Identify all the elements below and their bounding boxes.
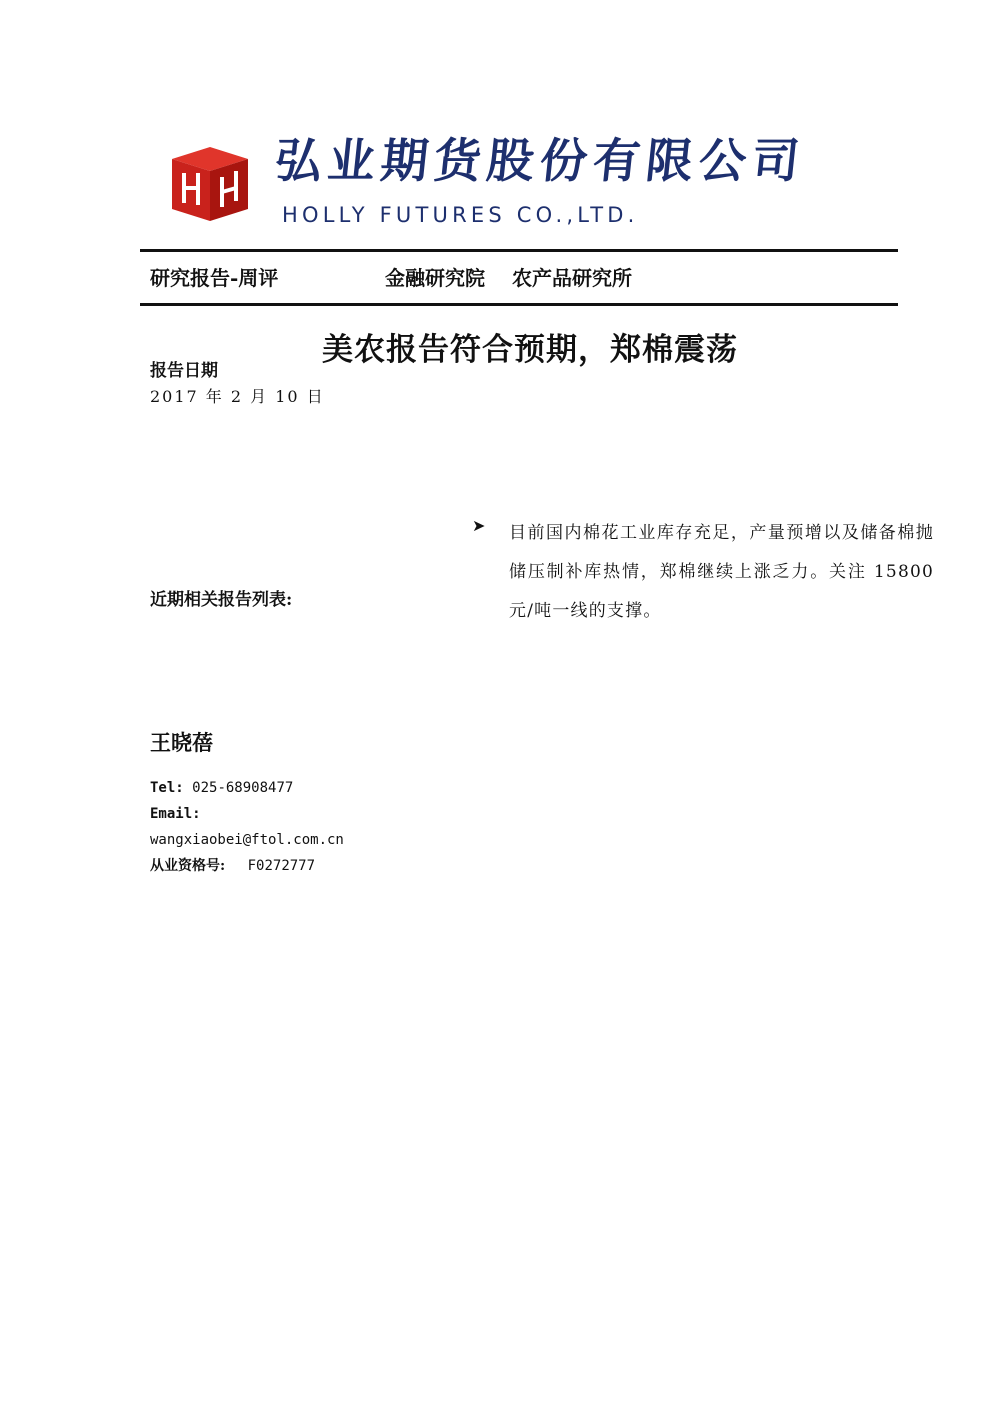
tel-value: 025-68908477: [192, 780, 294, 796]
report-date-label: 报告日期: [150, 361, 218, 381]
report-type: 研究报告-周评: [150, 266, 279, 290]
author-email-label: [150, 806, 201, 823]
tel-label: Tel:: [150, 780, 184, 796]
report-date-value: 2017 年 2 月 10 日: [150, 387, 325, 406]
email-label: Email:: [150, 806, 201, 822]
author-email[interactable]: wangxiaobei@ftol.com.cn: [150, 832, 344, 848]
author-tel: [150, 780, 293, 797]
company-logo-icon: [168, 143, 252, 225]
summary-paragraph: 目前国内棉花工业库存充足，产量预增以及储备棉抛储压制补库热情，郑棉继续上涨乏力。关注 15800 元/吨一线的支撑。: [509, 523, 934, 621]
header-rule-top: [140, 249, 898, 252]
related-reports-label: 近期相关报告列表:: [150, 590, 293, 610]
author-name: 王晓蓓: [150, 730, 213, 755]
page-title: 美农报告符合预期，郑棉震荡: [322, 332, 738, 368]
author-cert: [150, 858, 315, 875]
company-name-en: HOLLY FUTURES CO.,LTD.: [282, 203, 639, 227]
arrow-bullet-icon: ➤: [472, 516, 486, 535]
company-name-cn: 弘业期货股份有限公司: [272, 134, 808, 189]
cert-value: F0272777: [247, 858, 316, 874]
cert-label: 从业资格号:: [150, 858, 226, 874]
header-rule-bottom: [140, 303, 898, 306]
department: 金融研究院 农产品研究所: [385, 266, 632, 290]
